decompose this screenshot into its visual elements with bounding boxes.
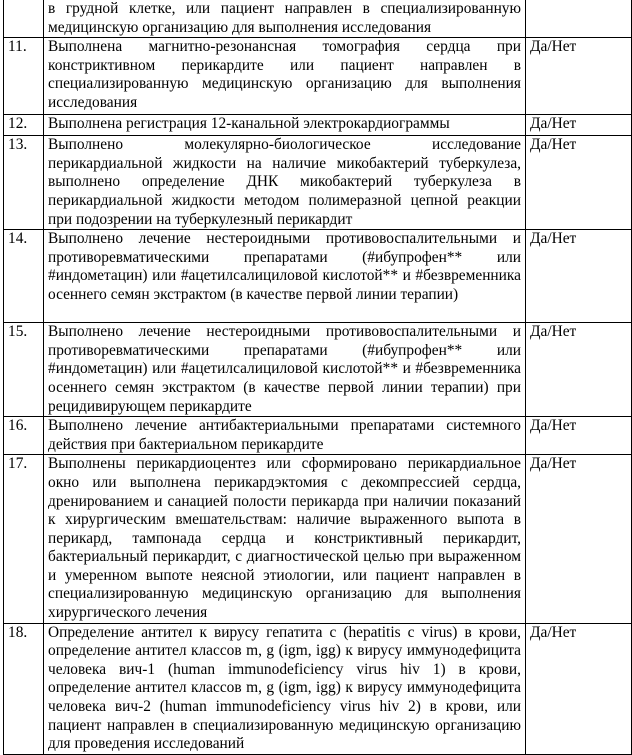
row-number: 15. xyxy=(4,323,44,417)
criterion-text: Определение антител к вирусу гепатита с (hepatitis c virus) в крови, определение антител классов m, g (igm, igg) к вирусу иммунодефицита человека вич-1 (human immunodeficiency virus hiv 1) в крови, определение антител классов m, g (igm, igg) к вирусу иммунодефицита человека вич-2 (human immunodeficiency virus hiv 2) в крови, или пациент направлен в специализированную медицинскую организацию для проведения исследований xyxy=(44,623,526,754)
table-row xyxy=(4,230,632,323)
row-number: 17. xyxy=(4,455,44,623)
table-row xyxy=(4,623,632,754)
answer-cell xyxy=(526,0,632,38)
criterion-text: Выполнено молекулярно-биологическое исследование перикардиальной жидкости на наличие микобактерий туберкулеза, выполнено определение ДНК микобактерий туберкулеза в перикардиальной жидкости методом полимеразной цепной реакции при подозрении на туберкулезный перикардит xyxy=(44,136,526,230)
table-row xyxy=(4,417,632,455)
answer-cell: Да/Нет xyxy=(526,38,632,115)
criterion-text: Выполнено лечение антибактериальными препаратами системного действия при бактериальном перикардите xyxy=(44,417,526,455)
criterion-text: в грудной клетке, или пациент направлен в специализированную медицинскую организацию для выполнения исследования xyxy=(44,0,526,38)
table-row xyxy=(4,455,632,623)
row-number: 11. xyxy=(4,38,44,115)
answer-cell: Да/Нет xyxy=(526,115,632,136)
answer-cell: Да/Нет xyxy=(526,623,632,754)
row-number: 18. xyxy=(4,623,44,754)
answer-cell: Да/Нет xyxy=(526,417,632,455)
table-row xyxy=(4,0,632,38)
row-number: 16. xyxy=(4,417,44,455)
criterion-text: Выполнено лечение нестероидными противовоспалительными и противоревматическими препаратами (#ибупрофен** или #индометацин) или #ацетилсалициловой кислотой** и #безвременника осеннего семян экстрактом (в качестве первой линии терапии) xyxy=(44,230,526,323)
table-row xyxy=(4,38,632,115)
answer-cell: Да/Нет xyxy=(526,136,632,230)
row-number: 12. xyxy=(4,115,44,136)
table-row xyxy=(4,323,632,417)
row-number: 13. xyxy=(4,136,44,230)
row-number: 14. xyxy=(4,230,44,323)
criterion-text: Выполнена магнитно-резонансная томография сердца при констриктивном перикардите или пациент направлен в специализированную медицинскую организацию для выполнения исследования xyxy=(44,38,526,115)
quality-criteria-table xyxy=(3,0,632,755)
criterion-text: Выполнено лечение нестероидными противовоспалительными и противоревматическими препаратами (#ибупрофен** или #индометацин) или #ацетилсалициловой кислотой** и #безвременника осеннего семян экстрактом (в качестве первой линии терапии) при рецидивирующем перикардите xyxy=(44,323,526,417)
answer-cell: Да/Нет xyxy=(526,323,632,417)
answer-cell: Да/Нет xyxy=(526,455,632,623)
row-number xyxy=(4,0,44,38)
table-row xyxy=(4,115,632,136)
criterion-text: Выполнена регистрация 12-канальной электрокардиограммы xyxy=(44,115,526,136)
answer-cell: Да/Нет xyxy=(526,230,632,323)
criterion-text: Выполнены перикардиоцентез или сформировано перикардиальное окно или выполнена перикардэктомия с декомпрессией сердца, дренированием и санацией полости перикарда при наличии показаний к хирургическим вмешательствам: наличие выраженного выпота в перикард, тампонада сердца и констриктивный перикардит, бактериальный перикардит, с диагностической целью при выраженном и умеренном выпоте неясной этиологии, или пациент направлен в специализированную медицинскую организацию для выполнения хирургического лечения xyxy=(44,455,526,623)
table-row xyxy=(4,136,632,230)
